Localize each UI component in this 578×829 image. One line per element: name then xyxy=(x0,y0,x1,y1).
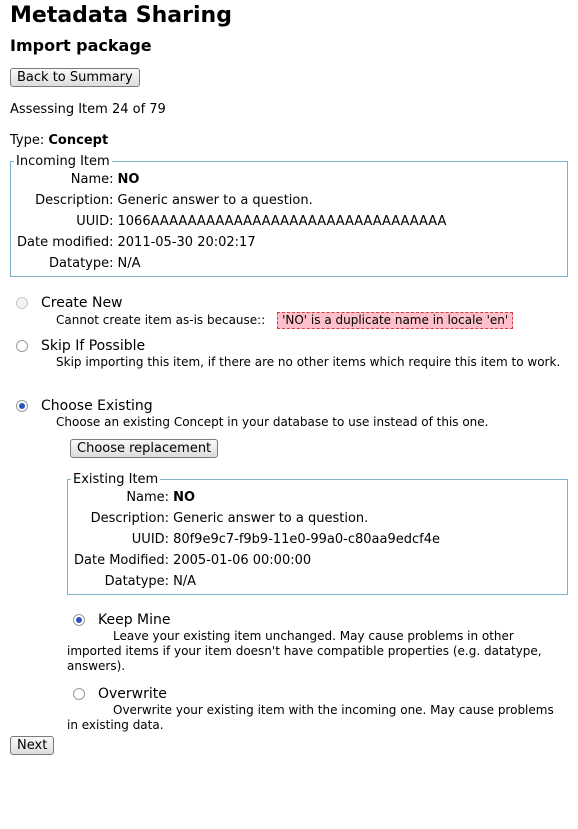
incoming-uuid-key: UUID: xyxy=(76,214,114,229)
create-new-radio[interactable] xyxy=(16,297,28,309)
duplicate-name-error: 'NO' is a duplicate name in locale 'en' xyxy=(277,312,513,329)
existing-name-value: NO xyxy=(173,490,195,505)
page-title: Metadata Sharing xyxy=(10,3,232,28)
option-overwrite xyxy=(67,686,568,732)
existing-row-name xyxy=(74,487,440,508)
existing-datatype-value: N/A xyxy=(173,574,197,589)
existing-row-datatype xyxy=(74,571,440,592)
choose-existing-radio[interactable] xyxy=(16,400,28,412)
item-type-label: Type: xyxy=(10,133,45,148)
overwrite-label[interactable]: Overwrite xyxy=(98,686,167,702)
incoming-item-table xyxy=(17,169,446,274)
incoming-item-legend: Incoming Item xyxy=(16,154,110,169)
item-type-value: Concept xyxy=(48,133,109,148)
incoming-uuid-value: 1066AAAAAAAAAAAAAAAAAAAAAAAAAAAAAAAA xyxy=(117,214,447,229)
incoming-description-key: Description: xyxy=(35,193,114,208)
page-subtitle: Import package xyxy=(10,36,152,55)
item-type xyxy=(10,132,568,150)
incoming-row-uuid xyxy=(17,211,446,232)
existing-date-value: 2005-01-06 00:00:00 xyxy=(173,553,312,568)
incoming-datatype-key: Datatype: xyxy=(49,256,114,271)
keep-mine-radio[interactable] xyxy=(73,614,85,626)
skip-label[interactable]: Skip If Possible xyxy=(41,338,146,354)
existing-row-date-modified xyxy=(74,550,440,571)
existing-row-description xyxy=(74,508,440,529)
create-new-label[interactable]: Create New xyxy=(41,295,123,311)
existing-description-key: Description: xyxy=(90,511,170,526)
create-new-description xyxy=(56,312,513,329)
existing-item-panel xyxy=(67,472,568,595)
option-choose-existing xyxy=(10,398,568,438)
existing-row-uuid xyxy=(74,529,440,550)
incoming-description-value: Generic answer to a question. xyxy=(117,193,313,208)
existing-uuid-value: 80f9e9c7-f9b9-11e0-99a0-c80aa9edcf4e xyxy=(173,532,441,547)
option-keep-mine xyxy=(67,612,568,674)
incoming-name-key: Name: xyxy=(70,172,114,187)
existing-item-table xyxy=(74,487,440,592)
create-new-reason: Cannot create item as-is because:: xyxy=(56,313,266,327)
existing-item-legend: Existing Item xyxy=(73,472,159,487)
incoming-row-datatype xyxy=(17,253,446,274)
incoming-row-date-modified xyxy=(17,232,446,253)
existing-date-key: Date Modified: xyxy=(74,553,170,568)
choose-replacement-button[interactable]: Choose replacement xyxy=(70,439,218,458)
existing-description-value: Generic answer to a question. xyxy=(173,511,369,526)
incoming-datatype-value: N/A xyxy=(117,256,141,271)
skip-radio[interactable] xyxy=(16,340,28,352)
existing-name-key: Name: xyxy=(126,490,170,505)
skip-description: Skip importing this item, if there are no other items which require this item to work. xyxy=(56,355,561,369)
assessing-progress: Assessing Item 24 of 79 xyxy=(10,102,166,117)
incoming-date-key: Date modified: xyxy=(17,235,114,250)
option-create-new xyxy=(10,295,568,329)
existing-uuid-key: UUID: xyxy=(131,532,170,547)
overwrite-radio[interactable] xyxy=(73,688,85,700)
choose-existing-label[interactable]: Choose Existing xyxy=(41,398,153,414)
back-to-summary-button[interactable]: Back to Summary xyxy=(10,68,140,87)
incoming-item-panel xyxy=(10,154,568,277)
keep-mine-description: Leave your existing item unchanged. May cause problems in other imported items if your item doesn't have compatible properties (e.g. datatype, answers). xyxy=(67,629,542,673)
incoming-row-name xyxy=(17,169,446,190)
incoming-name-value: NO xyxy=(117,172,140,187)
keep-mine-label[interactable]: Keep Mine xyxy=(98,612,171,628)
incoming-date-value: 2011-05-30 20:02:17 xyxy=(117,235,256,250)
existing-datatype-key: Datatype: xyxy=(104,574,170,589)
overwrite-description: Overwrite your existing item with the incoming one. May cause problems in existing data. xyxy=(67,703,554,732)
incoming-row-description xyxy=(17,190,446,211)
option-skip xyxy=(10,338,568,386)
choose-existing-description: Choose an existing Concept in your database to use instead of this one. xyxy=(56,415,489,429)
next-button[interactable]: Next xyxy=(10,736,54,755)
